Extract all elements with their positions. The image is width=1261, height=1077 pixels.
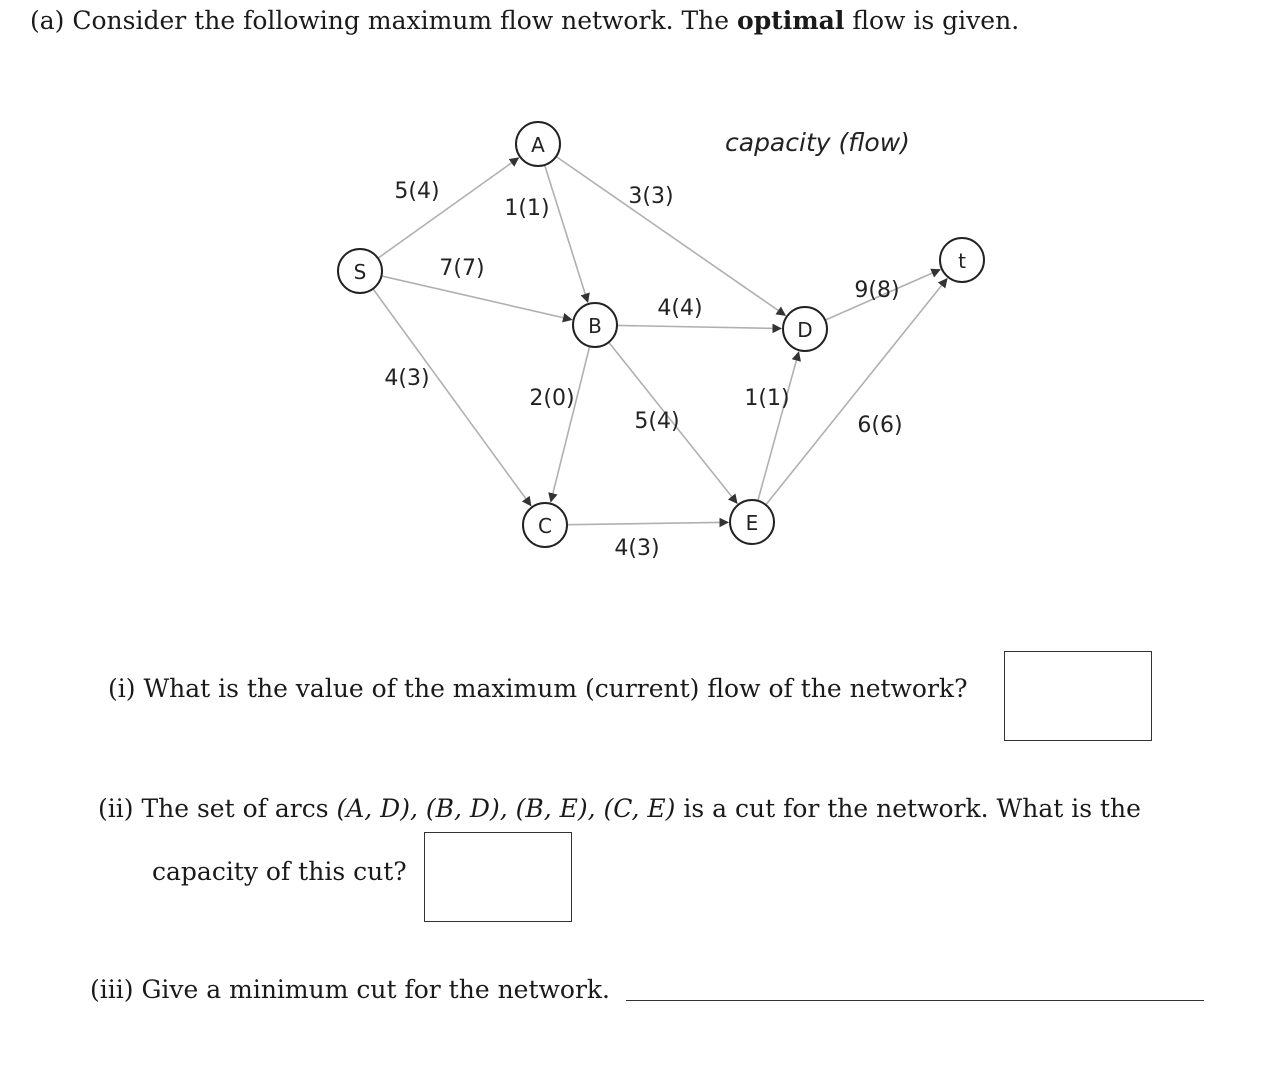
intro-text-after: flow is given. <box>852 6 1020 35</box>
edges-layer <box>373 157 947 525</box>
question-2-line-2: capacity of this cut? <box>152 857 407 886</box>
edge-s-A <box>378 158 519 258</box>
node-B <box>573 303 617 347</box>
edge-label-E-D: 1(1) <box>744 386 790 411</box>
answer-box-2[interactable] <box>424 832 572 922</box>
edge-s-B <box>381 276 571 320</box>
edge-label-B-D: 4(4) <box>657 296 703 321</box>
question-2-text-before: The set of arcs <box>141 794 329 823</box>
edge-s-C <box>373 289 531 506</box>
node-C <box>523 503 567 547</box>
edge-A-D <box>556 157 785 316</box>
part-label: (a) <box>30 6 65 35</box>
intro-bold-word: optimal <box>737 6 845 35</box>
node-label-A: A <box>531 133 545 157</box>
edge-B-D <box>617 325 781 328</box>
edge-B-C <box>551 346 590 501</box>
node-label-s: S <box>353 260 367 284</box>
question-2-arcs: (A, D), (B, D), (B, E), (C, E) <box>336 794 676 823</box>
node-A <box>516 122 560 166</box>
edge-label-A-B: 1(1) <box>504 196 550 221</box>
edge-C-E <box>567 522 728 524</box>
question-3: (iii) Give a minimum cut for the network. <box>90 975 611 1004</box>
edge-label-C-E: 4(3) <box>614 536 660 561</box>
edge-labels-layer <box>384 179 902 561</box>
legend-capacity-flow: capacity (flow) <box>725 128 910 157</box>
edge-label-A-D: 3(3) <box>628 184 674 209</box>
node-t <box>940 238 984 282</box>
intro-text-before: Consider the following maximum flow network. The <box>72 6 730 35</box>
node-s <box>338 249 382 293</box>
edge-label-B-E: 5(4) <box>634 409 680 434</box>
question-2-part: (ii) <box>98 794 134 823</box>
edge-label-D-t: 9(8) <box>854 278 900 303</box>
answer-box-1[interactable] <box>1004 651 1152 741</box>
node-label-E: E <box>745 511 759 535</box>
node-label-B: B <box>588 314 602 338</box>
question-1: (i) What is the value of the maximum (current) flow of the network? <box>108 674 968 703</box>
node-D <box>783 307 827 351</box>
question-2 <box>98 794 1141 823</box>
node-E <box>730 500 774 544</box>
edge-label-s-B: 7(7) <box>439 256 485 281</box>
edge-label-E-t: 6(6) <box>857 413 903 438</box>
edge-A-B <box>545 165 588 302</box>
edge-label-s-A: 5(4) <box>394 179 440 204</box>
node-label-t: t <box>958 249 966 273</box>
edge-E-D <box>758 352 799 501</box>
answer-line-3[interactable] <box>626 1000 1204 1001</box>
edge-label-s-C: 4(3) <box>384 366 430 391</box>
question-2-text-after: is a cut for the network. What is the <box>683 794 1141 823</box>
node-label-D: D <box>797 318 813 342</box>
node-label-C: C <box>538 514 552 538</box>
edge-label-B-C: 2(0) <box>529 386 575 411</box>
